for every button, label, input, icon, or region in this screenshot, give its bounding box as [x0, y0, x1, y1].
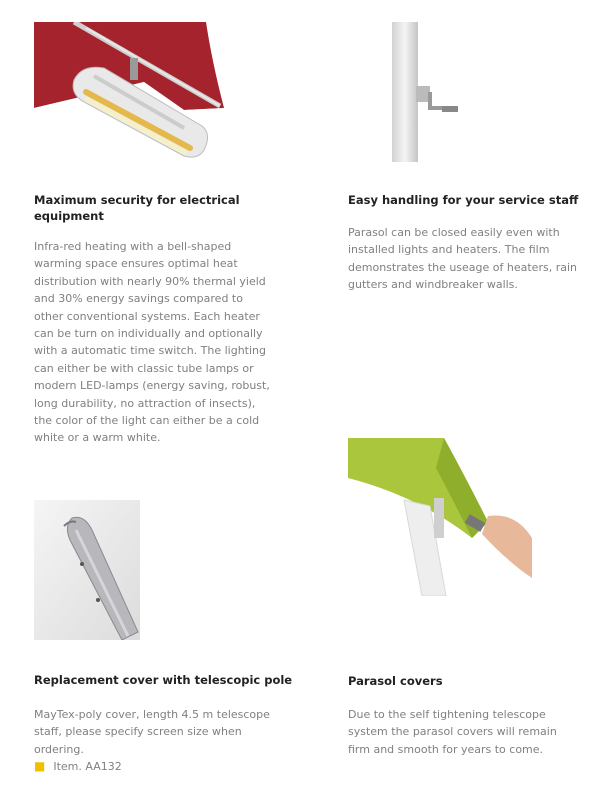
section-body-covers: Due to the self tightening telescope system the parasol covers will remain firm and smooth for years to come. [348, 708, 557, 756]
section-heading-covers: Parasol covers [348, 674, 443, 688]
bullet-dot-icon: ■ [34, 759, 46, 773]
pole-crank-photo [390, 22, 460, 162]
section-body-handling: Parasol can be closed easily even with installed lights and heaters. The film demonstrates the useage of heaters, rain gutters and windbreaker walls. [348, 226, 577, 292]
section-heading-security: Maximum security for electrical equipment [34, 193, 240, 223]
heater-photo [34, 22, 224, 162]
section-body-security: Infra-red heating with a bell-shaped warming space ensures optimal heat distribution with nearly 90% thermal yield and 30% energy savings compared to other conventional systems. Each heater can be turn on individually and optionally with a automatic time switch. The lighting can either be with classic tube lamps or modern LED-lamps (energy saving, robust, long durability, no attraction of insects), the color of the light can either be a cold white or a warm white. [34, 240, 270, 445]
section-heading-handling: Easy handling for your service staff [348, 193, 579, 207]
replacement-cover-photo [34, 500, 140, 640]
item-number: Item. AA132 [53, 760, 122, 773]
item-bullet [34, 758, 234, 775]
section-body-replacement: MayTex-poly cover, length 4.5 m telescope staff, please specify screen size when ordering. [34, 708, 270, 756]
section-heading-replacement: Replacement cover with telescopic pole [34, 673, 293, 687]
parasol-cover-photo [348, 438, 536, 596]
